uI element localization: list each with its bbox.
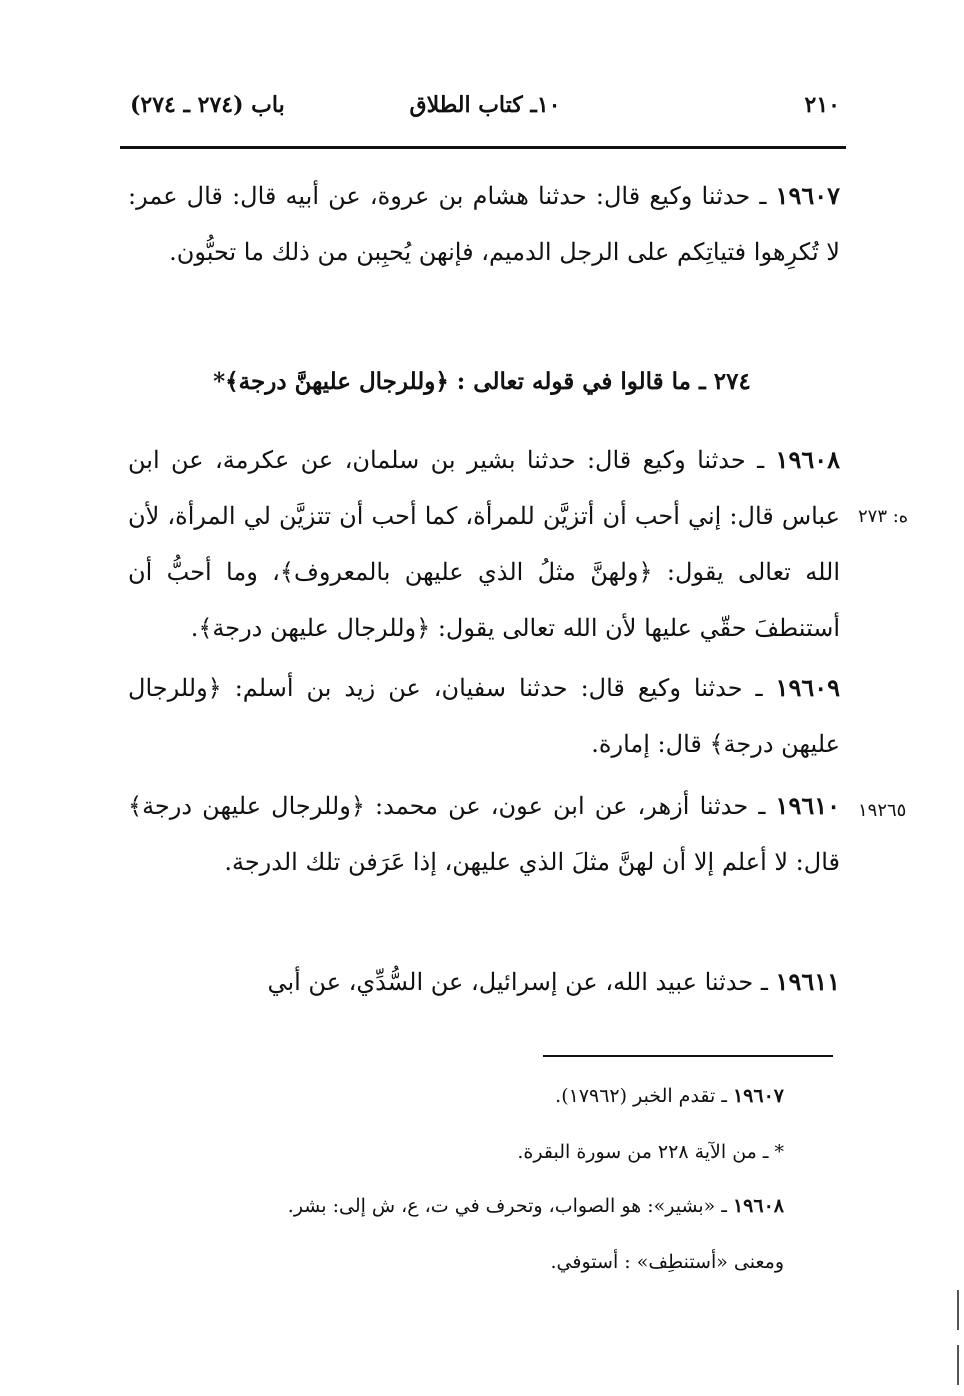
hadith-text: ـ حدثنا وكيع قال: حدثنا سفيان، عن زيد بن أسلم: ﴿وللرجال عليهن درجة﴾ قال: إمارة. xyxy=(128,674,840,758)
chapter-range: باب (٢٧٤ ـ ٢٧٤) xyxy=(130,92,285,118)
page-header xyxy=(120,92,850,132)
scan-edge-mark xyxy=(957,1345,959,1385)
hadith-19610 xyxy=(128,778,840,890)
chapter-heading: ٢٧٤ ـ ما قالوا في قوله تعالى : ﴿وللرجال عليهنَّ درجة﴾* xyxy=(213,368,751,395)
footnote-19608: ١٩٦٠٨ ـ «بشير»: هو الصواب، وتحرف في ت، ع، ش إلى: بشر. xyxy=(287,1195,784,1217)
header-rule xyxy=(120,146,846,149)
hadith-text: ـ حدثنا وكيع قال: حدثنا هشام بن عروة، عن أبيه قال: قال عمر: لا تُكرِهوا فتياتِكم على الرجل الدميم، فإنهن يُحبِبن من ذلك ما تحبُّون. xyxy=(128,182,840,266)
page-number: ٢١٠ xyxy=(804,92,840,118)
hadith-number: ١٩٦١١ xyxy=(775,967,840,996)
footnote-rule xyxy=(543,1055,833,1057)
hadith-19608 xyxy=(128,432,840,656)
footnote-19607: ١٩٦٠٧ ـ تقدم الخبر (١٧٩٦٢). xyxy=(555,1085,784,1107)
footnote-meaning: ومعنى «أستنطِف» : أستوفي. xyxy=(550,1251,784,1273)
hadith-number: ١٩٦٠٨ xyxy=(775,445,840,474)
hadith-19607 xyxy=(128,168,840,280)
margin-reference: ١٩٢٦٥ xyxy=(858,800,907,821)
hadith-19609 xyxy=(128,660,840,772)
footnote-asterisk: * ـ من الآية ٢٢٨ من سورة البقرة. xyxy=(517,1141,784,1163)
hadith-number: ١٩٦١٠ xyxy=(775,791,840,820)
margin-reference: ه: ٢٧٣ xyxy=(858,506,909,527)
book-title: ١٠ـ كتاب الطلاق xyxy=(409,92,561,118)
hadith-number: ١٩٦٠٧ xyxy=(775,181,840,210)
scan-edge-mark xyxy=(957,1290,959,1330)
hadith-19611 xyxy=(128,954,840,1010)
hadith-text: ـ حدثنا عبيد الله، عن إسرائيل، عن السُّدِّي، عن أبي xyxy=(267,968,776,996)
hadith-text: ـ حدثنا أزهر، عن ابن عون، عن محمد: ﴿وللرجال عليهن درجة﴾ قال: لا أعلم إلا أن لهنَّ مثلَ الذي عليهن، إذا عَرَفن تلك الدرجة. xyxy=(128,792,840,876)
hadith-number: ١٩٦٠٩ xyxy=(775,673,840,702)
hadith-text: ـ حدثنا وكيع قال: حدثنا بشير بن سلمان، عن عكرمة، عن ابن عباس قال: إني أحب أن أتزيَّن للمرأة، كما أحب أن تتزيَّن لي المرأة، لأن الله تعالى يقول: ﴿ولهنَّ مثلُ الذي عليهن بالمعروف﴾، وما أحبُّ أن أستنطفَ حقّي عليها لأن الله تعالى يقول: ﴿وللرجال عليهن درجة﴾. xyxy=(128,446,840,642)
